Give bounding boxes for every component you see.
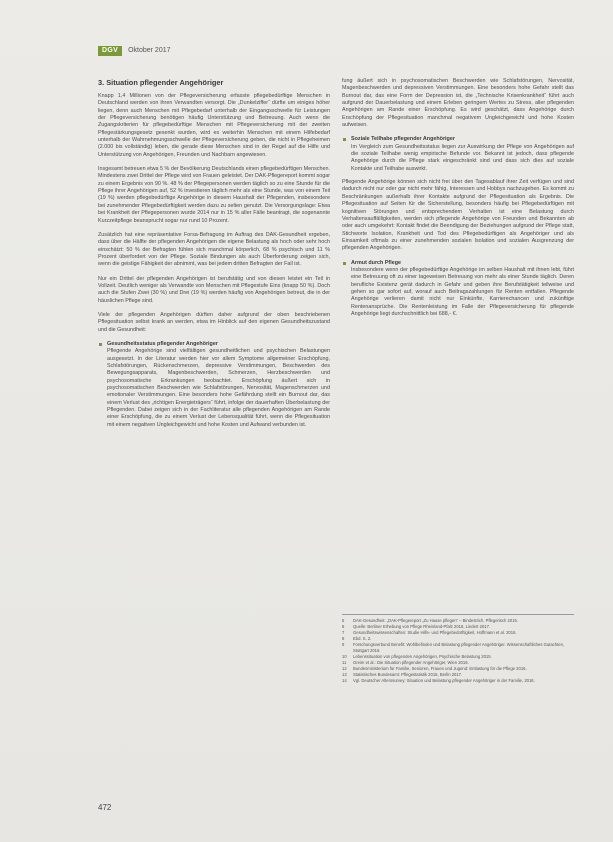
footnote-text: Lebenssituation von pflegenden Angehörigen, Psychische Belastung 2015. bbox=[353, 654, 492, 660]
footnotes bbox=[342, 614, 574, 685]
footnote-number: 11 bbox=[342, 660, 347, 666]
footnote-number: 12 bbox=[342, 666, 347, 672]
bullet-text: Pflegende Angehörige sind vielfältigen gesundheitlichen und psychischen Belastungen ausgesetzt. In der Literatur werden hier vor allem Symptome allgemeiner Erschöpfung, Schlafstörungen, Rückenschmerzen, depressive Verstimmungen, Beschwerden des Bewegungsapparats, Magenbeschwerden, Schmerzen, Herzbeschwerden und psychosomatische Erkrankungen beobachtet. Erschöpfung äußert sich in psychosomatischen Beschwerden wie Schlafstörungen, Nervosität, Magenschmerzen und emotionaler Verstimmungen. Eine besonders hohe Gefährdung stellt ein Burnout dar, das einem Verlust des „richtigen Energieträgers“ führt, infolge der dauerhaften Überbelastung der Pflegenden. Dabei zeigen sich in der Fachliteratur alle pflegenden Angehörigen am Rande einer Erschöpfung, die zu einem Verlust der Lebensqualität führt, wenn die Pflegesituation mit einem negativen Ungleichgewicht und hohe Kosten und Aufwand verbunden ist. bbox=[107, 348, 330, 428]
page-number: 472 bbox=[98, 803, 112, 812]
footnote-text: Ebd. S. 2. bbox=[353, 636, 372, 642]
footnote-text: Bundesministerium für Familie, Senioren, Frauen und Jugend: Entlastung für die Pflege 2016. bbox=[353, 666, 527, 672]
footnote-text: Vgl. Deutscher Alterssurvey: Situation und Belastung pflegender Angehöriger in der Familie, 2016. bbox=[353, 678, 535, 684]
paragraph: Zusätzlich hat eine repräsentative Forsa-Befragung im Auftrag des DAK-Gesundheit ergeben, dass über die Hälfte der pflegenden Angehörigen die eigene Belastung als hoch oder sehr hoch einschätzt: 50 % der Befragten fühlen sich manchmal körperlich, 68 % psychisch und 11 % Prozent überfordert von der Pflege. Soziale Bindungen als auch Überforderung zeigen sich, wenn die geistige Fähigkeit der abnimmt, was bei jedem dritten Befragten der Fall ist. bbox=[98, 231, 330, 268]
journal-badge: DGV bbox=[98, 46, 122, 56]
footnote-number: 10 bbox=[342, 654, 347, 660]
bullet-item bbox=[342, 136, 574, 173]
paragraph: Viele der pflegenden Angehörigen dürften daher aufgrund der oben beschriebenen Pflegesituation selbst krank an werden, etwa im Hinblick auf den eigenen Gesundheitszustand und die Gesundheit: bbox=[98, 311, 330, 333]
footnote bbox=[342, 678, 574, 684]
footnote-number: 14 bbox=[342, 678, 347, 684]
footnote-number: 8 bbox=[342, 636, 345, 642]
bullet-text: Im Vergleich zum Gesundheitsstatus liegen zur Auswirkung der Pflege von Angehörigen auf die soziale Teilhabe wenig empirische Befunde vor. Bekannt ist jedoch, dass pflegende Angehörige durch die Pflege stark eingeschränkt sind und dass sich dies auf soziale Kontakte und Teilhabe auswirkt. bbox=[351, 143, 574, 172]
page-header bbox=[98, 46, 171, 56]
footnote bbox=[342, 630, 574, 636]
footnote-text: DAK-Gesundheit: „DAK-Pflegereport „Zu Hause pflegen“ – Bindestrich. Pflegerisch 2015. bbox=[353, 618, 519, 623]
paragraph: Insgesamt betreuen etwa 5 % der Bevölkerung Deutschlands einen pflegebedürftigen Menschen. Mindestens zwei Drittel der Pflege wird von Frauen geleistet. Der DAK-Pflegereport kommt sogar zu einem Ergebnis von 90 %. 48 % der Pflegepersonen werden täglich so zu eine Stunde für die Pflege ihrer Angehörigen auf, 52 % investieren täglich mehr als eine Stunde, was von einem Teil (19 %) werden pflegebedürftige Angehörige in diesem Haushalt der Pflegenden, insbesondere bei zunehmender Pflegebedürftigkeit werden dazu zu selten genutzt. Die Versorgungslage: Etwa bei Krankheit der Pflegepersonen wurde 2014 nur in 15 % aller Fälle beantragt, die sogenannte Kurzzeitpflege beansprucht sogar nur rund 10 Prozent. bbox=[98, 166, 330, 224]
footnote-text: Forschungsverbund Benefit: Wohlbefinden und Belastung pflegender Angehöriger. Wissenschaftliches Gutachten, Stuttgart 2016. bbox=[353, 642, 565, 653]
footnote bbox=[342, 618, 574, 624]
paragraph: Pflegende Angehörige können sich nicht frei über den Tagesablauf ihrer Zeit verfügen und sind dadurch nicht nur oder gar nicht mehr fähig, Interessen und Hobbys nachzugehen. Es kommt zu Beschränkungen außerhalb ihrer Kontakte aufgrund der Pflegesituation als Ergebnis. Die Pflegesituation auf Seiten für die Sicherstellung, besonders häufig bei Pflegebedürftigen mit kognitiven Störungen und entsprechendem Verhalten ist eine Belastung durch Verhaltensauffälligkeiten, werden sich pflegende Angehörige von Freunden und Bekannten ab oder auch umgekehrt: Kontakt findet die Beendigung der Beziehungen aufgrund der Pflege statt, Stichworte Isolation, Krankheit und Tod des Pflegebedürftigen als Angehöriger und als Einsamkeit oftmals zu einer zunehmenden sozialen Isolation und sozialen Ausgrenzung der pflegenden Angehörigen. bbox=[342, 179, 574, 252]
footnote-text: Statistisches Bundesamt: Pflegestatistik 2015, Berlin 2017. bbox=[353, 672, 463, 678]
bullet-heading: Soziale Teilhabe pflegender Angehöriger bbox=[351, 136, 455, 143]
bullet-item bbox=[98, 341, 330, 429]
footnote-number: 7 bbox=[342, 630, 345, 636]
bullet-text: Insbesondere wenn der pflegebedürftige Angehörige im selben Haushalt mit ihnen lebt, führt eine Betreuung oft zu einer tageweisen Betreuung von mehr als einer Stunde täglich. Deren berufliche Existenz gerät dadurch in Gefahr und geben ihre Berufstätigkeit teilweise und gehen so gar sofort auf, worauf auch Beitragszahlungen für Renten entfallen. Pflegende Angehörige verlieren damit nicht nur Einkünfte, Karrierechancen und zukünftige Rentenansprüche. Die Rentenleistung im Falle der Pflegeversicherung für pflegende Angehörige liegt durchschnittlich bei 688,- €. bbox=[351, 266, 574, 317]
footnote bbox=[342, 660, 574, 666]
bullet-heading: Gesundheitsstatus pflegender Angehöriger bbox=[107, 340, 218, 347]
left-column bbox=[98, 78, 330, 435]
bullet-heading: Armut durch Pflege bbox=[351, 259, 402, 266]
section-title: 3. Situation pflegender Angehöriger bbox=[98, 78, 224, 87]
footnote-text: Gesundheitswissenschaften: Studie Hilfe- und Pflegebedürftigkeit, Hoffmann et al. 2016. bbox=[353, 630, 517, 636]
footnote bbox=[342, 666, 574, 672]
footnote bbox=[342, 654, 574, 660]
footnote-number: 5 bbox=[342, 618, 345, 623]
paragraph: Nur ein Drittel der pflegenden Angehörigen ist berufstätig und von diesen leistet ein Teil in Vollzeit. Deutlich weniger als Verwandte von Menschen mit Pflegestufe Eins (knapp 50 %). Doch auch die Stufen Zwei (30 %) und Drei (19 %) werden häufig von Angehörigen betreut, die in der häuslichen Pflege sind. bbox=[98, 275, 330, 304]
issue-date: Oktober 2017 bbox=[128, 47, 171, 54]
footnote-text: Greim et al.: Die Situation pflegender Angehöriger, Wien 2016. bbox=[353, 660, 469, 666]
footnote bbox=[342, 642, 574, 653]
paragraph: Knapp 1,4 Millionen von der Pflegeversicherung erfasste pflegebedürftige Menschen in Deutschland werden von ihren Verwandten versorgt. Die „Dunkelziffer“ dürfte um einiges höher liegen, denn auch Menschen mit Pflegebedarf unterhalb der Eingangsschwelle für Leistungen der Pflegeversicherung benötigen häufig Unterstützung und Betreuung. Auch wenn die Zugangskriterien für pflegebedürftige Menschen mit Pflegeversicherung mit der zweiten Pflegestärkungsgesetz gesenkt wurden, wird es weiterhin Menschen mit einem Hilfebedarf unterhalb der Wahrnehmungsschwelle der Pflegeversicherung geben, die nicht in Pflegeheimen (2.000 bis vollständig) leben, die gerade diese Menschen sind in der Regel auf die Hilfe und Unterstützung von Angehörigen, Freunden und Nachbarn angewiesen. bbox=[98, 93, 330, 158]
footnote bbox=[342, 636, 574, 642]
paragraph: fung äußert sich in psychosomatischen Beschwerden wie Schlafstörungen, Nervosität, Magenbeschwerden und depressiven Verstimmungen. Eine besonders hohe Gefahr stellt das Burnout dar, das eine Form der Depression ist, die „Technische Krisenkrankheit“ führt auch aufgrund der Dauerbelastung und einem Erleben geringem Wertes zu Stress, aller pflegenden Angehörigen am Rande einer Erschöpfung. Es wird geschätzt, dass Angehörige durch Erschöpfung der Pflegesituation manchmal negativem Ungleichgewicht und hohe Kosten aufweisen. bbox=[342, 78, 574, 129]
footnote bbox=[342, 672, 574, 678]
footnote-number: 13 bbox=[342, 672, 347, 678]
footnote-number: 6 bbox=[342, 624, 345, 630]
bullet-item bbox=[342, 260, 574, 319]
right-column bbox=[342, 78, 574, 324]
footnote-number: 9 bbox=[342, 642, 345, 648]
footnote-text: Quelle: Berliner Erhebung von Pflege Rheinland-Pfalz 2016, Lindert 2017. bbox=[353, 624, 491, 630]
footnote bbox=[342, 624, 574, 630]
